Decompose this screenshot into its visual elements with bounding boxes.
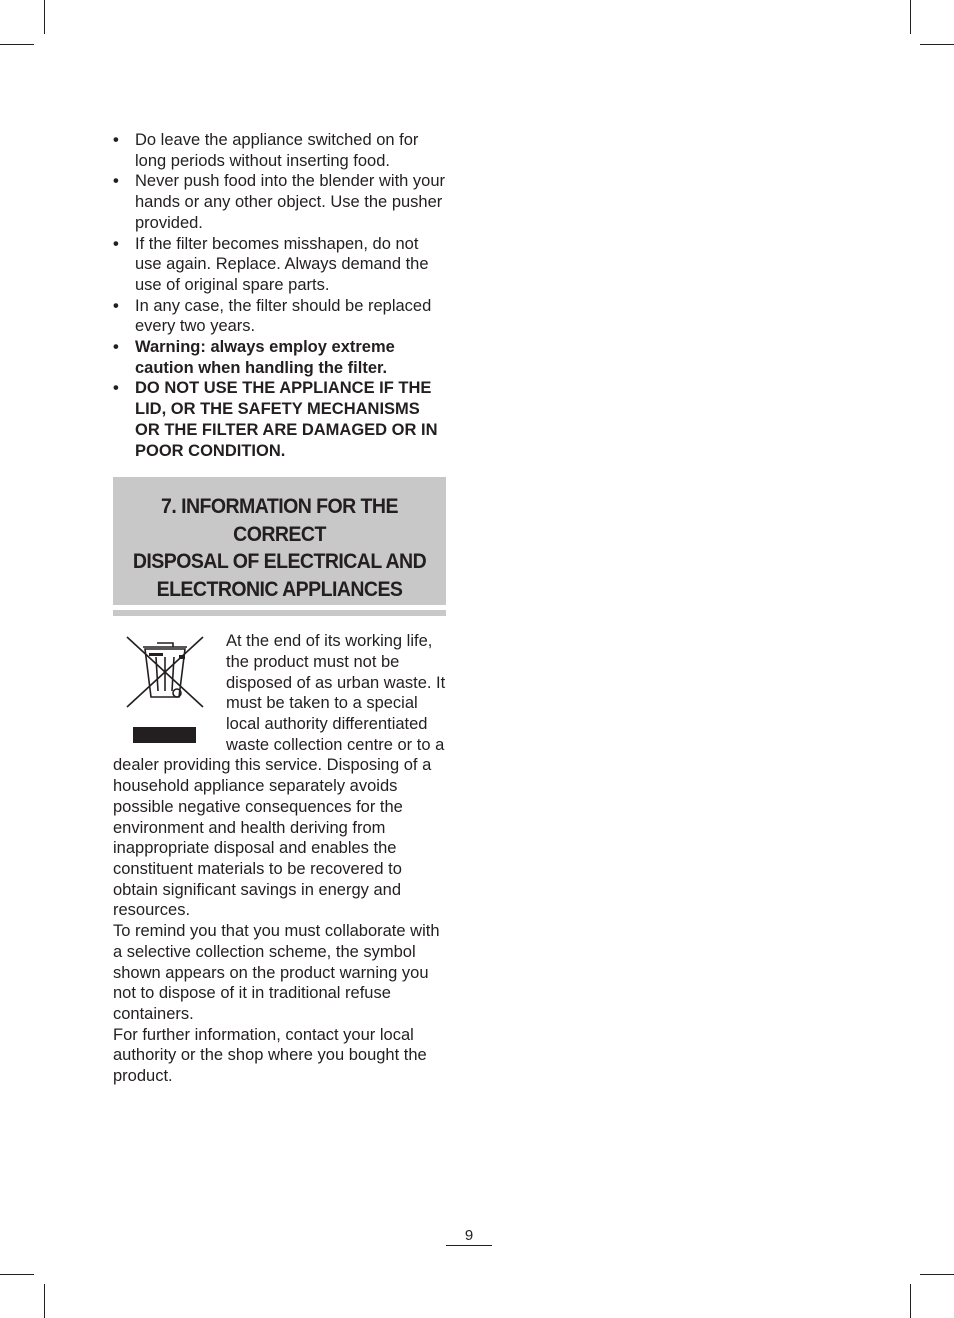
crop-mark — [920, 44, 954, 45]
section-title-line: ELECTRONIC APPLIANCES — [156, 577, 403, 601]
section-rule — [113, 610, 446, 616]
bullet-item: • In any case, the filter should be replaced every two years. — [113, 296, 446, 337]
bullet-item: • Do leave the appliance switched on for long periods without inserting food. — [113, 130, 446, 171]
section-title — [127, 493, 433, 603]
disposal-text — [113, 631, 446, 1086]
section-heading-band — [113, 477, 446, 605]
bullet-item: • If the filter becomes misshapen, do not use again. Replace. Always demand the use of original spare parts. — [113, 234, 446, 296]
bullet-item: • Never push food into the blender with your hands or any other object. Use the pusher provided. — [113, 171, 446, 233]
warning-bullet-item: • DO NOT USE THE APPLIANCE IF THE LID, OR THE SAFETY MECHANISMS OR THE FILTER ARE DAMAGED OR IN POOR CONDITION. — [113, 378, 446, 461]
disposal-paragraph: To remind you that you must collaborate with a selective collection scheme, the symbol shown appears on the product warning you not to dispose of it in traditional refuse containers. — [113, 922, 440, 1023]
page-number: 9 — [446, 1228, 492, 1246]
warning-bullet-item: • Warning: always employ extreme caution when handling the filter. — [113, 337, 446, 378]
section-title-line: DISPOSAL OF ELECTRICAL AND — [132, 550, 427, 574]
section-title-line: 7. INFORMATION FOR THE CORRECT — [161, 495, 398, 546]
crop-mark — [0, 44, 34, 45]
crop-mark — [44, 0, 45, 34]
crop-mark — [44, 1284, 45, 1318]
crop-mark — [0, 1274, 34, 1275]
safety-bullet-list — [113, 130, 446, 461]
crossed-out-wheelie-bin-icon — [113, 631, 219, 747]
disposal-paragraph: For further information, contact your local authority or the shop where you bought the product. — [113, 1025, 427, 1086]
crop-mark — [920, 1274, 954, 1275]
crop-mark — [910, 1284, 911, 1318]
disposal-paragraph: At the end of its working life, the product must not be disposed of as urban waste. It must be taken to a special local authority differentiated waste collection centre or to a dealer providing this service. Disposing of a household appliance separately avoids possible negative consequences for the environment and health deriving from inappropriate disposal and enables the constituent materials to be recovered to obtain significant savings in energy and resources. — [113, 632, 446, 920]
text-column — [113, 130, 446, 1087]
crop-mark — [910, 0, 911, 34]
